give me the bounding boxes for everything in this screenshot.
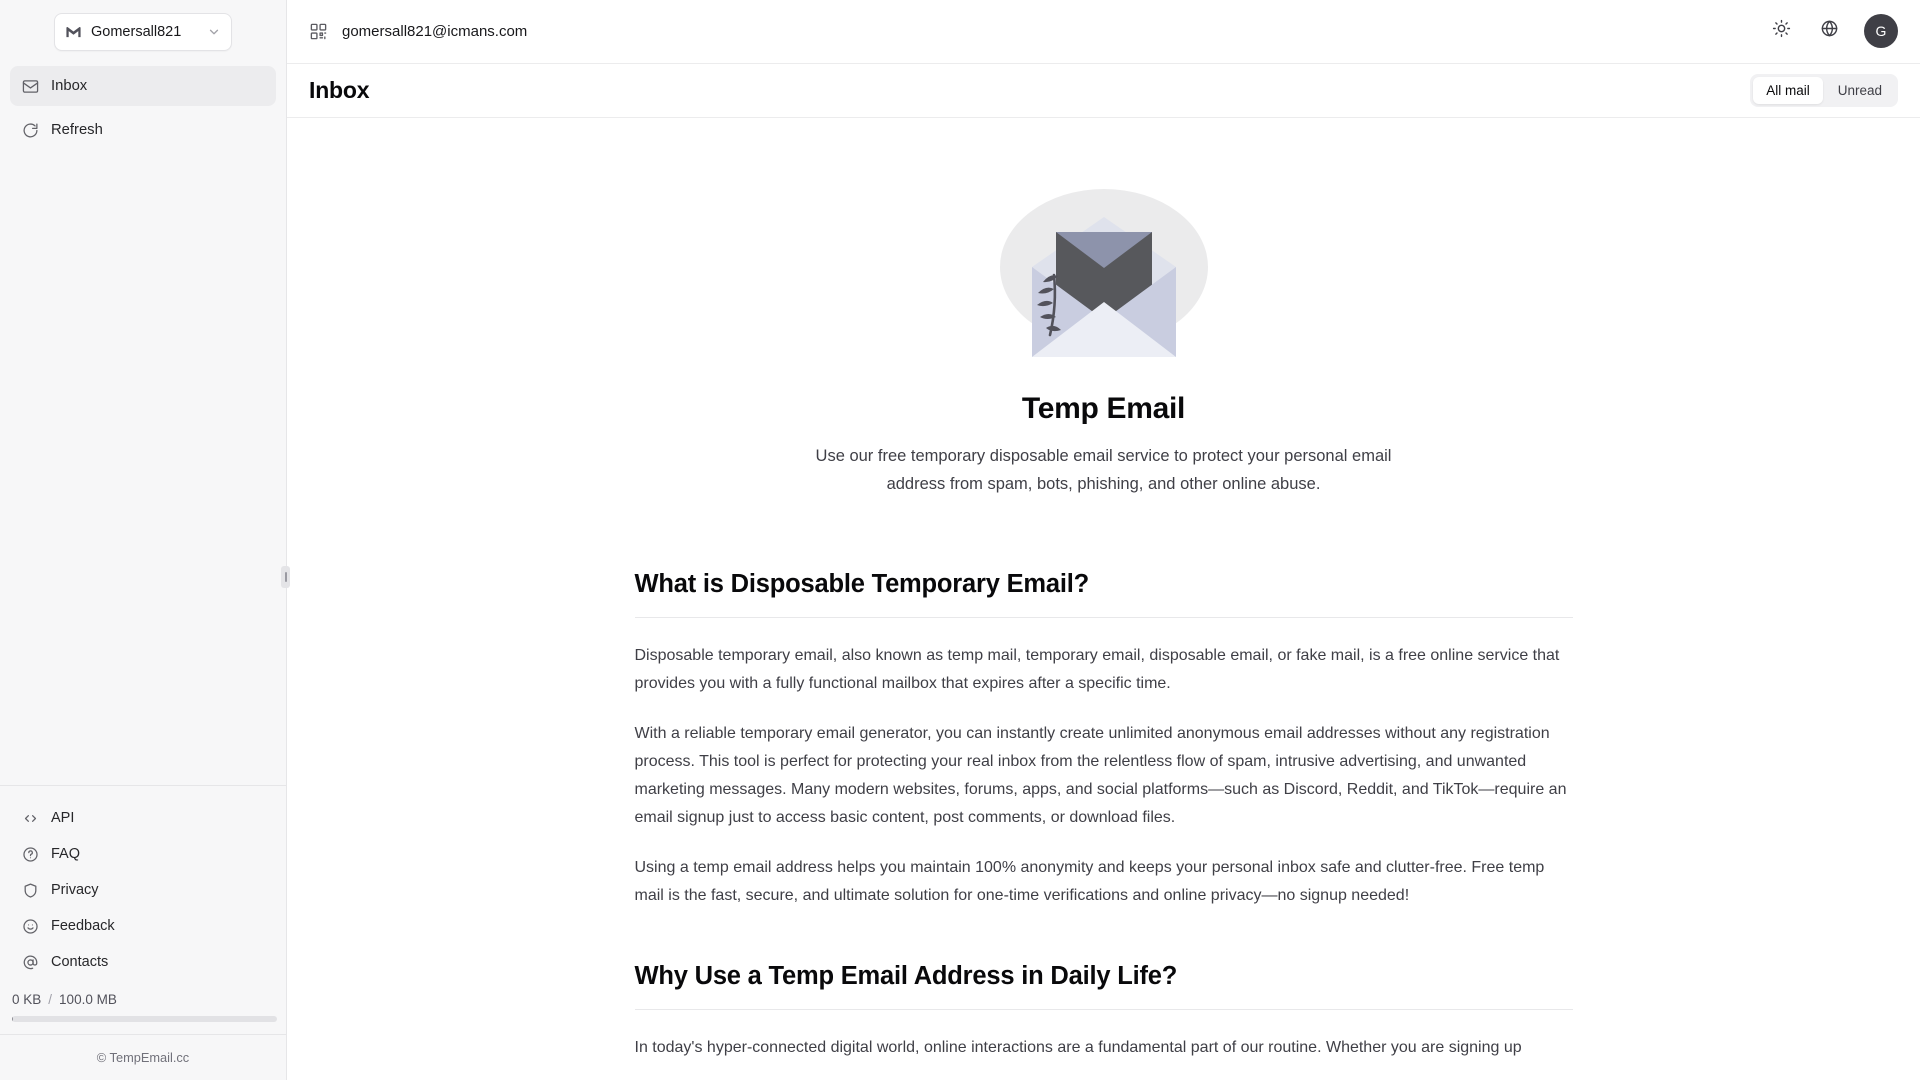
- topbar: [287, 0, 1920, 64]
- sidebar-item-contacts[interactable]: [10, 944, 276, 980]
- theme-toggle-button[interactable]: [1764, 14, 1798, 48]
- sidebar-link-label: FAQ: [51, 846, 81, 862]
- smile-circle-icon: [22, 918, 39, 935]
- info-article: [635, 570, 1573, 1062]
- main-area: [287, 0, 1920, 1080]
- sidebar-resize-handle[interactable]: [281, 566, 290, 588]
- copyright-text: © TempEmail.cc: [96, 1050, 190, 1065]
- avatar-initial: G: [1875, 23, 1887, 40]
- sun-icon: [1772, 19, 1791, 43]
- sidebar-link-label: Feedback: [51, 918, 115, 934]
- open-envelope-illustration: [994, 172, 1214, 372]
- sidebar-nav: [0, 66, 286, 154]
- avatar[interactable]: [1864, 14, 1898, 48]
- storage-total: 100.0 MB: [59, 992, 117, 1007]
- sidebar-link-label: API: [51, 810, 75, 826]
- sidebar-item-faq[interactable]: [10, 836, 276, 872]
- article-paragraph: In today's hyper-connected digital world, online interactions are a fundamental part of our routine. Whether you are signing up: [634, 1039, 1522, 1057]
- sidebar-item-privacy[interactable]: [10, 872, 276, 908]
- language-button[interactable]: [1812, 14, 1846, 48]
- page-title: Inbox: [309, 77, 370, 104]
- empty-inbox-hero: [287, 158, 1920, 498]
- tab-unread[interactable]: [1825, 77, 1895, 104]
- sidebar-item-label: Refresh: [51, 122, 103, 138]
- article-heading-1: What is Disposable Temporary Email?: [635, 570, 1573, 618]
- storage-usage: [0, 986, 286, 1034]
- sidebar-header: [0, 0, 286, 64]
- article-heading-2: Why Use a Temp Email Address in Daily Life?: [635, 962, 1573, 1010]
- current-email-address[interactable]: gomersall821@icmans.com: [342, 22, 528, 40]
- sidebar-item-refresh[interactable]: [10, 110, 276, 150]
- mail-filter-tabs: [1750, 74, 1898, 107]
- sidebar-spacer: [0, 154, 286, 785]
- inbox-toolbar: [287, 64, 1920, 119]
- qr-code-icon[interactable]: [309, 22, 328, 41]
- sidebar-item-inbox[interactable]: [10, 66, 276, 106]
- account-name: Gomersall821: [91, 24, 182, 40]
- chevron-down-icon: [207, 25, 221, 39]
- hero-title: Temp Email: [1021, 392, 1186, 426]
- content-scroll-area[interactable]: [287, 118, 1920, 1080]
- question-circle-icon: [22, 846, 39, 863]
- sidebar-item-label: Inbox: [51, 78, 88, 94]
- article-paragraph: Disposable temporary email, also known as temp mail, temporary email, disposable email, or fake mail, is a free online service that provides you with a fully functional mailbox that expires after a specific time.: [634, 647, 1560, 693]
- sidebar-link-label: Contacts: [51, 954, 109, 970]
- sidebar-link-label: Privacy: [51, 882, 99, 898]
- storage-progress-bar: [12, 1016, 277, 1022]
- at-sign-icon: [22, 954, 39, 971]
- account-switcher[interactable]: [54, 13, 232, 51]
- storage-used: 0 KB: [12, 992, 42, 1007]
- article-paragraph: Using a temp email address helps you maintain 100% anonymity and keeps your personal inbox safe and clutter-free. Free temp mail is the fast, secure, and ultimate solution for one-time verifications and online privacy—no signup needed!: [634, 859, 1545, 905]
- gmail-m-icon: [65, 24, 82, 41]
- code-brackets-icon: [22, 810, 39, 827]
- globe-icon: [1820, 19, 1839, 43]
- sidebar: [0, 0, 287, 1080]
- refresh-icon: [22, 122, 39, 139]
- storage-text: [12, 992, 274, 1007]
- tab-all-mail-label: All mail: [1766, 83, 1810, 99]
- inbox-envelope-icon: [22, 78, 39, 95]
- storage-separator: /: [48, 992, 53, 1007]
- sidebar-secondary-links: [0, 785, 286, 986]
- tab-all-mail[interactable]: [1753, 77, 1823, 104]
- tab-unread-label: Unread: [1837, 83, 1882, 99]
- hero-subtitle: Use our free temporary disposable email service to protect your personal email address from spam, bots, phishing, and other online abuse.: [815, 447, 1392, 494]
- article-paragraph: With a reliable temporary email generator, you can instantly create unlimited anonymous email addresses without any registration process. This tool is perfect for protecting your real inbox from the relentless flow of spam, intrusive advertising, and unwanted marketing messages. Many modern websites, forums, apps, and social platforms—such as Discord, Reddit, and TikTok—require an email signup just to access basic content, post comments, or download files.: [634, 725, 1567, 827]
- shield-icon: [22, 882, 39, 899]
- content-inner: [287, 118, 1920, 1062]
- sidebar-item-api[interactable]: [10, 800, 276, 836]
- sidebar-item-feedback[interactable]: [10, 908, 276, 944]
- sidebar-footer: [0, 1034, 286, 1080]
